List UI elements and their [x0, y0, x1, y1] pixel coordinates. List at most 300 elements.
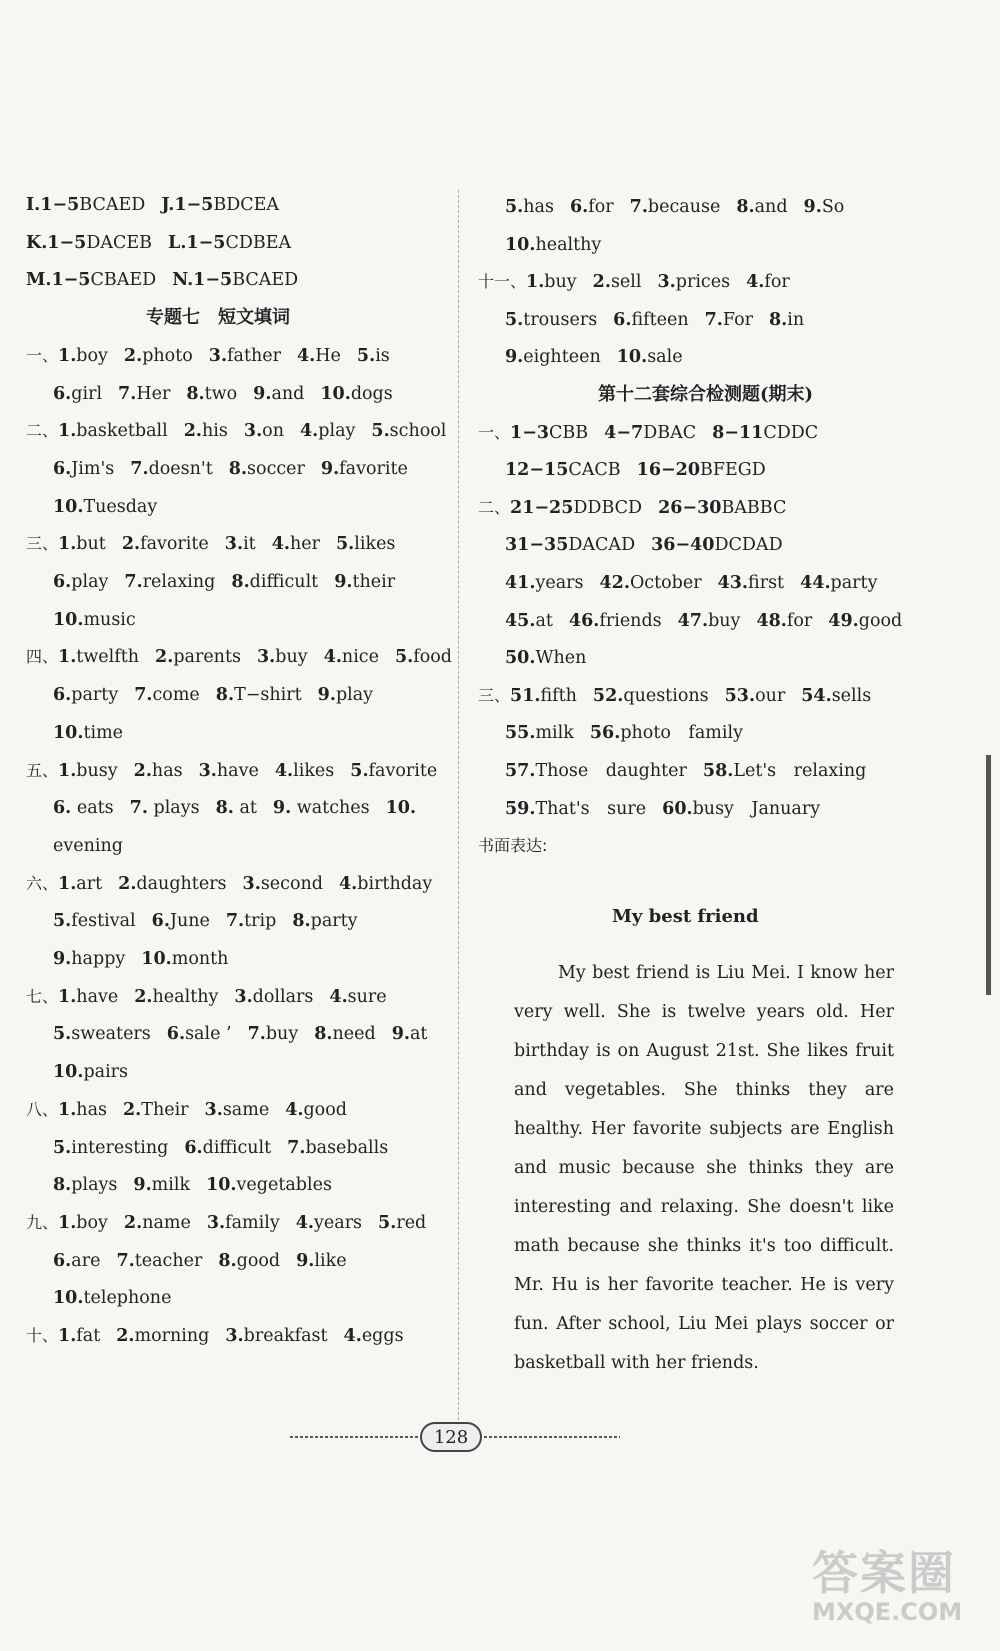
- answer-number: 57.: [505, 761, 536, 781]
- answer-number: 8.: [314, 1024, 333, 1045]
- answer-number: 4.: [329, 986, 348, 1007]
- answer-item: [124, 572, 215, 592]
- answer-number: 43.: [717, 573, 749, 593]
- answer-number: 48.: [756, 610, 787, 631]
- answer-number: 47.: [677, 610, 709, 631]
- answer-number: 4.: [299, 421, 319, 442]
- answer-item: [134, 761, 183, 781]
- answer-text: T−shirt: [234, 685, 302, 706]
- answer-number: 5.: [53, 1024, 72, 1045]
- answer-line: [505, 721, 759, 745]
- answer-line: [53, 1136, 404, 1160]
- answer-number: 8.: [218, 1250, 237, 1271]
- answer-text: October: [629, 573, 702, 593]
- answer-item: [630, 197, 721, 217]
- answer-item: [184, 1138, 271, 1158]
- answer-number: 9.: [317, 685, 336, 706]
- answer-number: 42.: [599, 573, 630, 593]
- answer-number: M.1−5: [26, 270, 91, 291]
- answer-number: 3.: [204, 1099, 223, 1120]
- answer-item: [296, 1251, 346, 1271]
- answer-text: sell: [610, 272, 642, 293]
- answer-item: [613, 310, 688, 330]
- answer-number: 10.: [505, 234, 536, 255]
- answer-item: [769, 310, 804, 330]
- answer-number: 4.: [271, 534, 290, 555]
- answer-text: are: [71, 1250, 101, 1271]
- watermark: [812, 1548, 962, 1626]
- answer-item: [209, 346, 281, 366]
- answer-number: 4.: [297, 345, 316, 366]
- answer-number: 44.: [800, 573, 831, 593]
- answer-text: plays: [147, 798, 200, 819]
- answer-item: [505, 761, 687, 781]
- answer-text: prices: [675, 272, 731, 293]
- answer-item: [118, 874, 226, 894]
- answer-text: telephone: [83, 1288, 172, 1309]
- answer-line: [53, 495, 173, 519]
- answer-number: 5.: [505, 197, 524, 217]
- answer-number: 31−35: [505, 535, 569, 556]
- answer-item: [705, 310, 753, 330]
- answer-text: questions: [623, 685, 709, 706]
- watermark-url: MXQE.COM: [812, 1598, 963, 1626]
- answer-item: [199, 761, 259, 781]
- answer-item: [505, 611, 553, 631]
- answer-number: 8−11: [712, 422, 764, 443]
- answer-line: [53, 796, 432, 820]
- answer-item: [593, 686, 709, 706]
- answer-number: 56.: [589, 723, 621, 744]
- answer-text: sweaters: [71, 1024, 151, 1045]
- answer-line: [26, 645, 468, 669]
- answer-text: dogs: [350, 383, 393, 404]
- answer-number: 9.: [253, 383, 272, 404]
- answer-item: [58, 987, 118, 1007]
- answer-number: 5.: [335, 534, 355, 555]
- question-label: 四、: [26, 647, 59, 667]
- answer-number: 4.: [295, 1212, 315, 1233]
- answer-text: come: [152, 685, 200, 706]
- answer-item: [318, 685, 373, 705]
- answer-text: dollars: [252, 986, 314, 1007]
- answer-item: [339, 874, 432, 894]
- answer-text: party: [310, 911, 358, 932]
- essay-title: My best friend: [612, 906, 759, 927]
- answer-text: favorite: [368, 760, 438, 781]
- question-label: 十、: [26, 1326, 59, 1345]
- answer-number: 3.: [243, 421, 263, 442]
- page-number: 128: [420, 1422, 482, 1452]
- answer-item: [526, 272, 577, 292]
- question-label: 三、: [26, 534, 59, 554]
- answer-item: [116, 1326, 209, 1346]
- answer-number: 54.: [801, 685, 832, 706]
- answer-item: [756, 611, 812, 631]
- answer-number: 1.: [58, 421, 77, 442]
- answer-line: [505, 797, 836, 821]
- answer-number: 7.: [629, 197, 648, 217]
- answer-text: in: [787, 309, 805, 330]
- answer-item: [205, 1100, 270, 1120]
- answer-number: 5.: [53, 1137, 72, 1158]
- answer-item: [53, 497, 157, 517]
- answer-number: 1.: [58, 534, 77, 555]
- answer-number: 2.: [121, 534, 141, 555]
- answer-number: 7.: [118, 383, 137, 404]
- answer-number: 9.: [803, 197, 822, 217]
- question-label: 八、: [26, 1099, 59, 1119]
- answer-text: favorite: [140, 534, 209, 555]
- answer-number: 9.: [334, 572, 353, 592]
- answer-text: same: [222, 1099, 270, 1120]
- answer-text: at: [409, 1024, 428, 1045]
- answer-number: 10.: [141, 949, 172, 969]
- answer-item: [216, 798, 257, 818]
- answer-item: [124, 1213, 191, 1233]
- answer-number: 2.: [123, 345, 143, 366]
- answer-item: [53, 685, 118, 705]
- answer-text: likes: [293, 760, 335, 781]
- answer-item: [712, 423, 818, 443]
- answer-number: 6.: [613, 309, 632, 330]
- answer-number: 1.: [58, 1099, 77, 1120]
- answer-item: [287, 1138, 388, 1158]
- answer-line: [26, 231, 307, 255]
- answer-number: 1.: [58, 1212, 77, 1233]
- answer-text: DACAD: [568, 535, 636, 556]
- answer-text: CDBEA: [225, 232, 292, 253]
- answer-item: [510, 686, 577, 706]
- answer-line: [26, 419, 462, 443]
- answer-text: because: [647, 197, 721, 217]
- answer-number: 9.: [272, 798, 292, 819]
- answer-item: [297, 346, 341, 366]
- answer-line: [505, 646, 602, 670]
- answer-item: [505, 573, 583, 593]
- answer-text: on: [262, 421, 284, 442]
- answer-item: [248, 1024, 299, 1044]
- answer-text: CBAED: [90, 270, 157, 291]
- answer-item: [678, 611, 741, 631]
- answer-text: fifth: [540, 685, 577, 706]
- answer-item: [243, 874, 323, 894]
- answer-item: [167, 1024, 232, 1044]
- answer-item: [344, 1326, 404, 1346]
- answer-text: art: [76, 873, 103, 894]
- answer-text: birthday: [357, 873, 433, 894]
- answer-item: [505, 197, 554, 217]
- answer-number: 36−40: [651, 535, 715, 556]
- answer-number: 5.: [53, 911, 72, 932]
- answer-text: at: [535, 610, 553, 631]
- answer-text: soccer: [247, 458, 305, 479]
- answer-number: 10.: [53, 609, 84, 630]
- answer-line: [478, 834, 547, 858]
- answer-number: 7.: [225, 911, 245, 932]
- answer-line: [505, 533, 799, 557]
- answer-number: 3.: [657, 272, 676, 293]
- answer-text: vegetables: [236, 1175, 332, 1196]
- answer-number: 8.: [215, 798, 234, 819]
- answer-line: [53, 909, 374, 933]
- answer-number: 2.: [118, 873, 137, 894]
- answer-number: 46.: [568, 610, 600, 631]
- answer-line: [53, 683, 389, 707]
- answer-item: [505, 535, 635, 555]
- answer-text: need: [332, 1024, 376, 1045]
- answer-text: play: [335, 685, 374, 706]
- question-label: 书面表达:: [478, 836, 548, 856]
- answer-item: [134, 987, 218, 1007]
- answer-number: 9.: [53, 949, 72, 969]
- answer-item: [26, 195, 145, 215]
- answer-text: milk: [151, 1175, 191, 1196]
- answer-text: For: [722, 309, 753, 330]
- answer-line: [505, 233, 617, 257]
- answer-text: Those daughter: [535, 761, 687, 781]
- answer-text: healthy: [152, 986, 219, 1007]
- answer-line: [26, 532, 411, 556]
- answer-line: [26, 193, 295, 217]
- answer-item: [324, 647, 379, 667]
- answer-text: have: [216, 760, 259, 781]
- question-label: 九、: [26, 1212, 59, 1232]
- answer-item: [58, 761, 118, 781]
- answer-item: [292, 911, 357, 931]
- answer-text: busy: [76, 760, 118, 781]
- answer-text: BDCEA: [213, 195, 280, 215]
- answer-item: [53, 384, 102, 404]
- answer-item: [229, 459, 305, 479]
- answer-number: 8.: [231, 572, 250, 592]
- answer-line: [505, 308, 820, 332]
- column-divider: [458, 190, 459, 1420]
- answer-text: baseballs: [305, 1137, 389, 1158]
- answer-number: 21−25: [510, 497, 574, 518]
- answer-number: 10.: [53, 1288, 84, 1309]
- answer-item: [285, 1100, 347, 1120]
- answer-text: daughters: [136, 873, 227, 894]
- answer-text: party: [71, 685, 119, 706]
- answer-text: plays: [71, 1175, 118, 1196]
- answer-number: 3.: [225, 1326, 244, 1346]
- answer-item: [658, 498, 786, 518]
- answer-number: 59.: [505, 798, 536, 819]
- answer-number: 1.: [58, 873, 77, 894]
- answer-item: [116, 1251, 202, 1271]
- answer-item: [53, 610, 136, 630]
- answer-item: [718, 573, 785, 593]
- answer-line: [53, 1286, 187, 1310]
- answer-text: is: [375, 345, 390, 366]
- question-label: 二、: [26, 421, 59, 441]
- answer-number: 5.: [378, 1212, 397, 1233]
- answer-item: [134, 685, 200, 705]
- answer-number: 3.: [206, 1212, 226, 1233]
- answer-text: buy: [275, 647, 308, 668]
- answer-number: 4−7: [604, 422, 644, 443]
- answer-number: 7.: [134, 685, 153, 706]
- answer-line: [53, 947, 244, 971]
- answer-number: 5.: [356, 345, 376, 366]
- answer-number: 10.: [320, 383, 351, 404]
- answer-line: [53, 1173, 348, 1197]
- answer-item: [225, 1326, 327, 1346]
- footer-rule-left: [290, 1436, 418, 1438]
- answer-item: [651, 535, 783, 555]
- answer-number: 2.: [592, 272, 611, 293]
- answer-number: 2.: [183, 421, 203, 442]
- answer-item: [272, 534, 320, 554]
- answer-number: 10.: [206, 1175, 237, 1196]
- answer-text: DDBCD: [573, 497, 643, 518]
- answer-text: have: [76, 986, 119, 1007]
- answer-item: [130, 798, 200, 818]
- answer-line: [53, 382, 409, 406]
- answer-item: [392, 1024, 428, 1044]
- answer-item: [124, 346, 193, 366]
- answer-text: food: [413, 647, 452, 668]
- answer-line: [26, 1211, 442, 1235]
- answer-item: [53, 949, 125, 969]
- answer-text: photo family: [620, 723, 743, 744]
- answer-line: [26, 1324, 420, 1348]
- answer-number: 6.: [53, 458, 72, 479]
- answer-item: [186, 384, 237, 404]
- answer-text: pairs: [83, 1062, 129, 1083]
- answer-item: [231, 572, 318, 592]
- answer-text: healthy: [535, 234, 602, 255]
- answer-text: her: [289, 534, 320, 555]
- answer-text: BFEGD: [700, 460, 766, 481]
- answer-text: BCAED: [232, 270, 299, 291]
- answer-item: [53, 1024, 151, 1044]
- answer-number: 7.: [130, 458, 149, 479]
- answer-number: 2.: [123, 1212, 143, 1233]
- answer-text: relaxing: [142, 572, 216, 592]
- answer-number: 8.: [736, 197, 755, 217]
- answer-line: [53, 834, 139, 858]
- answer-number: 55.: [505, 723, 536, 744]
- answer-number: 6.: [53, 685, 72, 706]
- answer-text: He: [315, 345, 341, 366]
- answer-number: 5.: [505, 309, 524, 330]
- answer-number: 4.: [746, 272, 765, 293]
- answer-text: at: [233, 798, 257, 819]
- answer-text: eggs: [361, 1326, 404, 1346]
- answer-text: it: [243, 534, 256, 555]
- answer-text: play: [318, 421, 356, 442]
- answer-item: [130, 459, 212, 479]
- answer-item: [604, 423, 696, 443]
- essay-body: My best friend is Liu Mei. I know her very well. She is twelve years old. Her birthday is on August 21st. She likes fruit and vegetables. She thinks they are healthy. Her favorite subjects are English and music because she thinks they are interesting and relaxing. She doesn't like math because she thinks it's too difficult. Mr. Hu is her favorite teacher. He is very fun. After school, Liu Mei plays soccer or basketball with her friends.: [514, 963, 894, 1373]
- answer-item: [662, 799, 820, 819]
- answer-text: twelfth: [76, 647, 140, 668]
- answer-text: BCAED: [79, 195, 146, 215]
- answer-text: boy: [76, 1212, 108, 1233]
- answer-text: two: [204, 383, 238, 404]
- answer-text: for: [588, 197, 614, 217]
- answer-number: 3.: [242, 873, 261, 894]
- answer-text: CBB: [549, 422, 589, 443]
- answer-item: [122, 534, 209, 554]
- answer-text: time: [83, 722, 124, 743]
- answer-text: basketball: [76, 421, 168, 442]
- answer-line: [478, 270, 806, 294]
- answer-text: and: [271, 383, 305, 404]
- answer-text: buy: [265, 1024, 299, 1045]
- answer-text: trip: [244, 911, 277, 932]
- answer-text: Her: [136, 383, 171, 404]
- answer-number: 6.: [569, 197, 589, 217]
- answer-number: 4.: [338, 873, 358, 894]
- answer-number: 8.: [186, 383, 205, 404]
- answer-text: DBAC: [643, 422, 697, 443]
- answer-line: [478, 496, 802, 520]
- answer-item: [599, 573, 701, 593]
- answer-number: 4.: [343, 1326, 362, 1346]
- answer-item: [321, 459, 408, 479]
- answer-text: sale ’: [185, 1024, 232, 1045]
- answer-line: [505, 195, 860, 219]
- answer-line: [26, 268, 314, 292]
- answer-number: 16−20: [636, 460, 701, 481]
- answer-item: [53, 1251, 100, 1271]
- answer-text: but: [76, 534, 106, 555]
- answer-item: [570, 197, 614, 217]
- answer-text: favorite: [339, 458, 408, 479]
- answer-text: parents: [173, 647, 241, 668]
- answer-text: Jim's: [71, 458, 115, 479]
- answer-item: [53, 1138, 168, 1158]
- answer-text: friends: [599, 610, 662, 631]
- answer-item: [637, 460, 766, 480]
- answer-item: [590, 723, 743, 743]
- answer-text: evening: [53, 835, 123, 856]
- answer-item: [736, 197, 787, 217]
- answer-text: doesn't: [148, 458, 213, 479]
- answer-text: good: [236, 1250, 281, 1271]
- answer-text: eats: [71, 798, 114, 819]
- answer-line: [53, 570, 411, 594]
- answer-number: 3.: [198, 760, 217, 781]
- answer-item: [118, 384, 170, 404]
- answer-number: 6.: [184, 1137, 203, 1158]
- answer-text: has: [151, 760, 183, 781]
- answer-text: happy: [71, 949, 126, 969]
- answer-item: [172, 270, 298, 290]
- answer-item: [26, 270, 156, 290]
- answer-text: red: [396, 1212, 427, 1233]
- answer-text: busy January: [692, 798, 821, 819]
- answer-item: [58, 534, 106, 554]
- answer-text: month: [171, 949, 229, 969]
- answer-item: [58, 346, 108, 366]
- answer-line: [505, 345, 699, 369]
- answer-number: 2.: [155, 647, 174, 668]
- question-label: 二、: [478, 497, 511, 517]
- answer-text: second: [260, 873, 323, 894]
- answer-item: [53, 911, 136, 931]
- question-label: 六、: [26, 873, 59, 893]
- answer-item: [801, 686, 871, 706]
- answer-text: sale: [647, 347, 683, 368]
- answer-line: [505, 609, 918, 633]
- answer-text: photo: [142, 345, 193, 366]
- answer-number: 8.: [292, 911, 311, 932]
- answer-item: [53, 798, 114, 818]
